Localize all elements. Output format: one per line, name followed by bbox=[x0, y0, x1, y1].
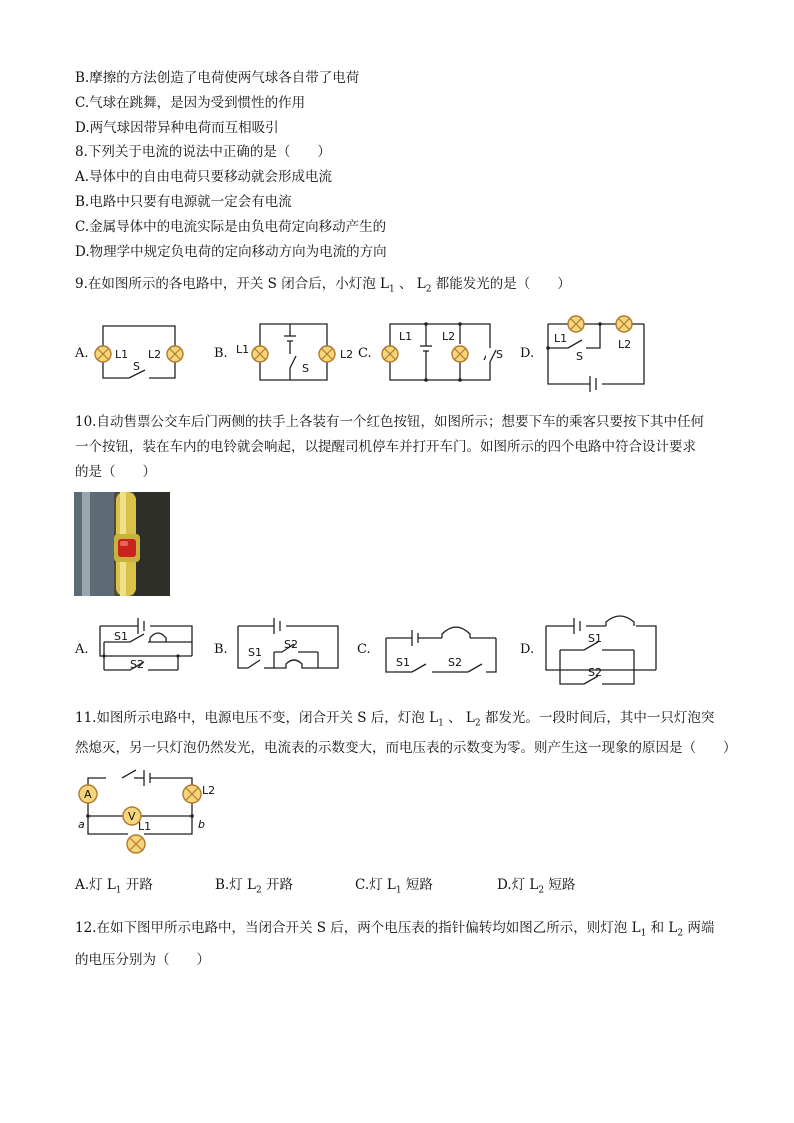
q10c-s1-label: S1 bbox=[396, 656, 410, 669]
q10d-s1-label: S1 bbox=[588, 632, 602, 645]
q8-stem: 8.下列关于电流的说法中正确的是（ ） bbox=[75, 144, 331, 160]
q9-label-b: B. bbox=[214, 346, 228, 361]
q9d-s-label: S bbox=[576, 350, 583, 363]
q9b-s-label: S bbox=[302, 362, 309, 375]
q9-circuit-a bbox=[93, 318, 193, 384]
q10-line-2: 一个按钮，装在车内的电铃就会响起，以提醒司机停车并打开车门。如图所示的四个电路中符合设计要求 bbox=[75, 439, 696, 455]
q9b-l1-label: L1 bbox=[236, 343, 250, 356]
q12-line-1: 12.在如下图甲所示电路中，当闭合开关 S 后，两个电压表的指针偏转均如图乙所示，则灯泡 $L_1$ 和 $L_2$ 两端 bbox=[75, 920, 715, 939]
q9d-l2-label: L2 bbox=[618, 338, 632, 351]
q10-circuit-a bbox=[94, 612, 204, 676]
node-b-label: b bbox=[198, 818, 205, 831]
q10b-s1-label: S1 bbox=[248, 646, 262, 659]
q9a-l2-label: L2 bbox=[148, 348, 162, 361]
q10d-s2-label: S2 bbox=[588, 666, 602, 679]
q9c-l2-label: L2 bbox=[442, 330, 456, 343]
q7-option-c: C.气球在跳舞，是因为受到惯性的作用 bbox=[75, 95, 306, 111]
q11-line-2: 然熄灭，另一只灯泡仍然发光，电流表的示数变大，而电压表的示数变为零。则产生这一现象的原因是（ ） bbox=[75, 740, 737, 756]
q10-circuit-b bbox=[234, 612, 344, 676]
q11-circuit bbox=[76, 764, 236, 858]
q7-option-d: D.两气球因带异种电荷而互相吸引 bbox=[75, 120, 279, 136]
q11-option-b: B.灯 $L_2$ 开路 bbox=[215, 877, 293, 896]
q10-label-d: D. bbox=[520, 642, 535, 657]
q11-l1-label: L1 bbox=[138, 820, 152, 833]
q9c-l1-label: L1 bbox=[399, 330, 413, 343]
q9-label-c: C. bbox=[358, 346, 372, 361]
q10-line-1: 10.自动售票公交车后门两侧的扶手上各装有一个红色按钮，如图所示；想要下车的乘客只要按下其中任何 bbox=[75, 414, 704, 430]
q9-circuit-d bbox=[540, 312, 650, 390]
q7-option-b: B.摩擦的方法创造了电荷使两气球各自带了电荷 bbox=[75, 70, 360, 86]
q8-option-a: A.导体中的自由电荷只要移动就会形成电流 bbox=[75, 169, 333, 185]
q9c-s-label: S bbox=[496, 348, 503, 361]
q10a-s2-label: S2 bbox=[130, 658, 144, 671]
q10-circuit-c bbox=[376, 610, 502, 674]
ammeter-label: A bbox=[84, 788, 92, 801]
q9-label-d: D. bbox=[520, 346, 535, 361]
q12-line-2: 的电压分别为（ ） bbox=[75, 952, 210, 968]
q8-option-c: C.金属导体中的电流实际是由负电荷定向移动产生的 bbox=[75, 219, 387, 235]
q9a-s-label: S bbox=[133, 360, 140, 373]
q10c-s2-label: S2 bbox=[448, 656, 462, 669]
q11-option-c: C.灯 $L_1$ 短路 bbox=[355, 877, 433, 896]
q9a-l1-label: L1 bbox=[115, 348, 129, 361]
bus-button-photo bbox=[74, 492, 170, 596]
node-a-label: a bbox=[78, 818, 85, 831]
q10-label-b: B. bbox=[214, 642, 228, 657]
q9b-l2-label: L2 bbox=[340, 348, 354, 361]
q8-option-b: B.电路中只要有电源就一定会有电流 bbox=[75, 194, 292, 210]
q9d-l1-label: L1 bbox=[554, 332, 568, 345]
q9-circuit-c bbox=[378, 320, 502, 384]
q10-circuit-d bbox=[540, 610, 664, 684]
q9-label-a: A. bbox=[75, 346, 89, 361]
q9-stem: 9.在如图所示的各电路中，开关 S 闭合后，小灯泡 $L_1$ 、 $L_2$ 都能发光的是（ ） bbox=[75, 276, 571, 295]
q11-l2-label: L2 bbox=[202, 784, 216, 797]
voltmeter-label: V bbox=[128, 810, 136, 823]
q10a-s1-label: S1 bbox=[114, 630, 128, 643]
q11-option-d: D.灯 $L_2$ 短路 bbox=[497, 877, 576, 896]
q10-line-3: 的是（ ） bbox=[75, 464, 156, 480]
q9-circuit-b bbox=[230, 320, 354, 384]
q11-option-a: A.灯 $L_1$ 开路 bbox=[75, 877, 153, 896]
q10-label-a: A. bbox=[75, 642, 89, 657]
q8-option-d: D.物理学中规定负电荷的定向移动方向为电流的方向 bbox=[75, 244, 387, 260]
q11-line-1: 11.如图所示电路中，电源电压不变，闭合开关 S 后，灯泡 $L_1$ 、 $L_2$ 都发光。一段时间后，其中一只灯泡突 bbox=[75, 710, 715, 729]
q10b-s2-label: S2 bbox=[284, 638, 298, 651]
q10-label-c: C. bbox=[357, 642, 371, 657]
